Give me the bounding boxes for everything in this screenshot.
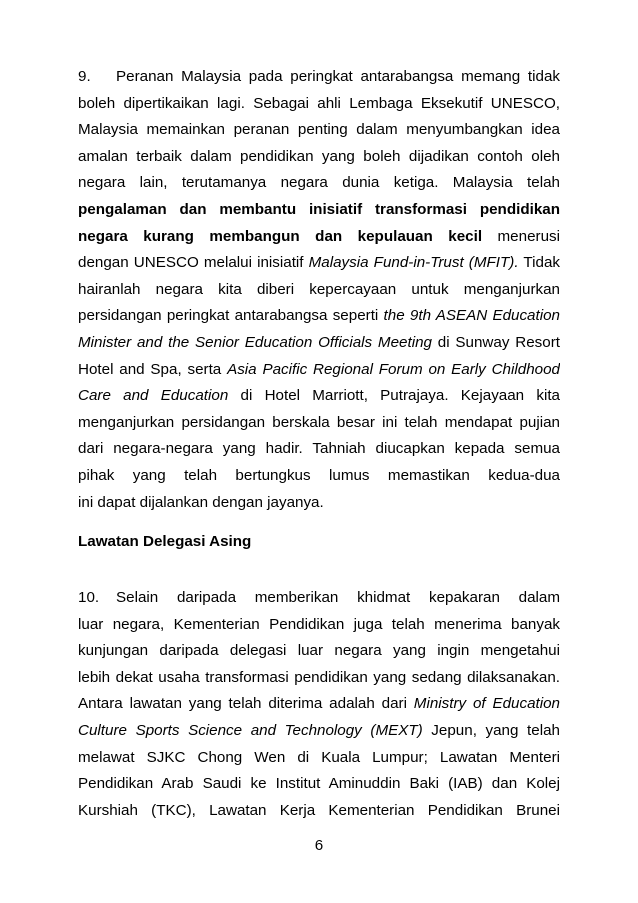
paragraph-10 bbox=[78, 585, 560, 824]
text-line: Pendidikan Arab Saudi ke Institut Aminuddin Baki (IAB) dan Kolej bbox=[78, 775, 560, 793]
paragraph-number: 9. bbox=[78, 68, 91, 85]
text-line: Care and Education di Hotel Marriott, Putrajaya. Kejayaan kita bbox=[78, 387, 560, 405]
bold-text: negara kurang membangun dan kepulauan kecil bbox=[78, 227, 483, 245]
bold-text: pengalaman dan membantu inisiatif transformasi pendidikan bbox=[78, 200, 560, 218]
text-line: Minister and the Senior Education Officials Meeting di Sunway Resort bbox=[78, 333, 560, 351]
text-line: boleh dipertikaikan lagi. Sebagai ahli Lembaga Eksekutif UNESCO, bbox=[78, 94, 560, 112]
text-line: persidangan peringkat antarabangsa seperti the 9th ASEAN Education bbox=[78, 307, 560, 325]
text-line: 10. Selain daripada memberikan khidmat kepakaran dalam bbox=[78, 585, 560, 612]
text-line: Malaysia memainkan peranan penting dalam menyumbangkan idea bbox=[78, 121, 560, 139]
text-line: negara kurang membangun dan kepulauan kecil menerusi bbox=[78, 227, 560, 245]
text-line: 9. Peranan Malaysia pada peringkat antarabangsa memang tidak bbox=[78, 64, 560, 91]
text-line: ini dapat dijalankan dengan jayanya. bbox=[78, 493, 324, 511]
text-line: pihak yang telah bertungkus lumus memastikan kedua-dua bbox=[78, 466, 560, 484]
text-line: Antara lawatan yang telah diterima adalah dari Ministry of Education bbox=[78, 695, 560, 713]
text-line: lebih dekat usaha transformasi pendidikan yang sedang dilaksanakan. bbox=[78, 668, 560, 686]
italic-text: Malaysia Fund-in-Trust (MFIT). bbox=[308, 254, 519, 272]
paragraph-9 bbox=[78, 64, 560, 516]
text-line: hairanlah negara kita diberi kepercayaan untuk menganjurkan bbox=[78, 280, 560, 298]
text-line: melawat SJKC Chong Wen di Kuala Lumpur; Lawatan Menteri bbox=[78, 748, 560, 766]
text-line bbox=[78, 197, 560, 224]
text-line: dari negara-negara yang hadir. Tahniah diucapkan kepada semua bbox=[78, 440, 560, 458]
text-line: Hotel and Spa, serta Asia Pacific Regional Forum on Early Childhood bbox=[78, 360, 560, 378]
section-heading: Lawatan Delegasi Asing bbox=[78, 533, 252, 550]
italic-text: Ministry of Education bbox=[413, 695, 560, 713]
paragraph-number: 10. bbox=[78, 589, 100, 606]
italic-text: Minister and the Senior Education Officials Meeting bbox=[78, 333, 432, 351]
text-line: amalan terbaik dalam pendidikan yang boleh dijadikan contoh oleh bbox=[78, 147, 560, 165]
page-number: 6 bbox=[314, 837, 324, 854]
text-line: kunjungan daripada delegasi luar negara yang ingin mengetahui bbox=[78, 642, 560, 660]
text-line: dengan UNESCO melalui inisiatif Malaysia Fund-in-Trust (MFIT). Tidak bbox=[78, 254, 560, 272]
italic-text: the 9th ASEAN Education bbox=[383, 307, 560, 325]
text-line: Kurshiah (TKC), Lawatan Kerja Kementerian Pendidikan Brunei bbox=[78, 801, 560, 819]
text-line: luar negara, Kementerian Pendidikan juga telah menerima banyak bbox=[78, 615, 560, 633]
text-line: negara lain, terutamanya negara dunia ketiga. Malaysia telah bbox=[78, 174, 560, 192]
text-line: Culture Sports Science and Technology (MEXT) Jepun, yang telah bbox=[78, 721, 560, 739]
italic-text: Care and Education bbox=[78, 387, 229, 405]
text-line: menganjurkan persidangan berskala besar ini telah mendapat pujian bbox=[78, 413, 560, 431]
italic-text: Culture Sports Science and Technology (MEXT) bbox=[78, 721, 423, 739]
italic-text: Asia Pacific Regional Forum on Early Childhood bbox=[227, 360, 560, 378]
